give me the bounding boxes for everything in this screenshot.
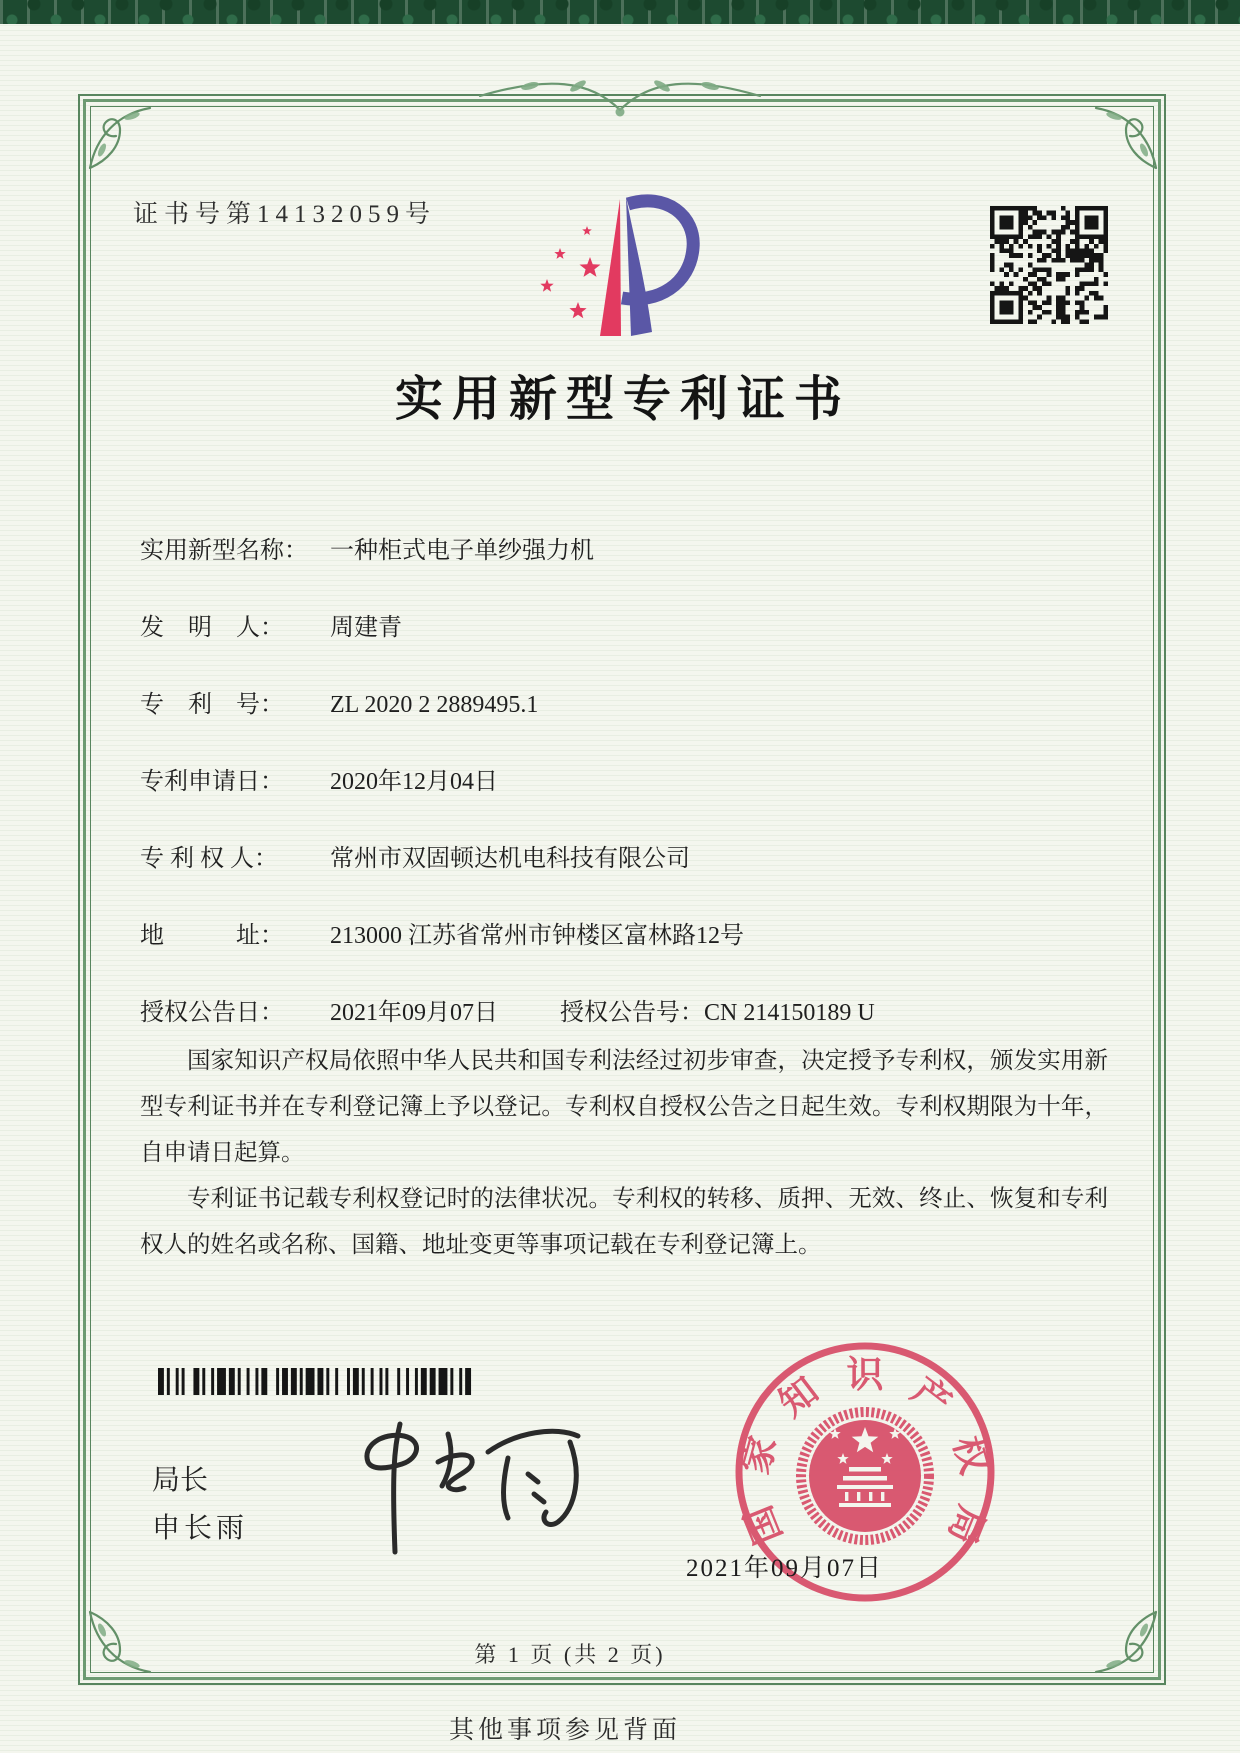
field-row	[140, 613, 1110, 644]
corner-flourish-icon	[86, 1608, 156, 1678]
paragraph: 专利证书记载专利权登记时的法律状况。专利权的转移、质押、无效、终止、恢复和专利权人的姓名或名称、国籍、地址变更等事项记载在专利登记簿上。	[140, 1186, 1108, 1258]
svg-text:国: 国	[738, 1499, 791, 1550]
field-row	[140, 767, 1110, 798]
field-row	[140, 690, 1110, 721]
field-label: 授权公告号：	[560, 1000, 704, 1026]
back-side-note: 其他事项参见背面	[448, 1717, 682, 1744]
barcode	[158, 1368, 474, 1395]
issuer-title: 局长	[152, 1464, 209, 1495]
top-lace-band	[0, 0, 1240, 24]
svg-text:局: 局	[939, 1499, 992, 1550]
corner-flourish-icon	[86, 102, 156, 172]
field-value: CN 214150189 U	[704, 1000, 875, 1026]
field-label: 发 明 人：	[140, 615, 284, 641]
field-label: 地 址：	[140, 923, 284, 949]
paragraph: 国家知识产权局依照中华人民共和国专利法经过初步审查，决定授予专利权，颁发实用新型专利证书并在专利登记簿上予以登记。专利权自授权公告之日起生效。专利权期限为十年，自申请日起算。	[140, 1048, 1108, 1166]
field-value: 2020年12月04日	[330, 769, 498, 795]
certificate-number: 证书号第14132059号	[133, 201, 437, 228]
cnipa-patent-logo-icon	[500, 190, 700, 340]
field-value: ZL 2020 2 2889495.1	[330, 692, 539, 718]
corner-flourish-icon	[1090, 1608, 1160, 1678]
grant-date-pair	[140, 998, 560, 1029]
field-value: 一种柜式电子单纱强力机	[330, 538, 594, 564]
field-label: 实用新型名称：	[140, 538, 308, 564]
top-garland-icon	[470, 68, 770, 124]
field-list	[140, 536, 1110, 1075]
field-value: 2021年09月07日	[330, 1000, 498, 1026]
svg-text:家: 家	[735, 1432, 786, 1479]
qr-code	[990, 206, 1108, 324]
grant-row	[140, 998, 1110, 1029]
field-label: 专利申请日：	[140, 769, 284, 795]
svg-text:识: 识	[846, 1355, 884, 1396]
field-row	[140, 536, 1110, 567]
svg-text:知: 知	[772, 1370, 827, 1426]
svg-text:权: 权	[944, 1432, 995, 1479]
seal-date: 2021年09月07日	[686, 1555, 884, 1582]
issuer-name: 申长雨	[152, 1512, 249, 1543]
field-label: 专 利 权 人：	[140, 846, 278, 872]
page-number: 第 1 页 (共 2 页)	[474, 1642, 666, 1667]
corner-flourish-icon	[1090, 102, 1160, 172]
field-value: 常州市双固顿达机电科技有限公司	[330, 846, 690, 872]
field-value: 周建青	[330, 615, 402, 641]
certificate-title: 实用新型专利证书	[394, 373, 851, 426]
legal-text	[140, 1038, 1108, 1268]
field-label: 授权公告日：	[140, 1000, 284, 1026]
field-label: 专 利 号：	[140, 692, 284, 718]
svg-text:产: 产	[903, 1370, 958, 1426]
field-row	[140, 844, 1110, 875]
field-row	[140, 921, 1110, 952]
director-signature	[322, 1412, 582, 1564]
field-value: 213000 江苏省常州市钟楼区富林路12号	[330, 923, 744, 949]
